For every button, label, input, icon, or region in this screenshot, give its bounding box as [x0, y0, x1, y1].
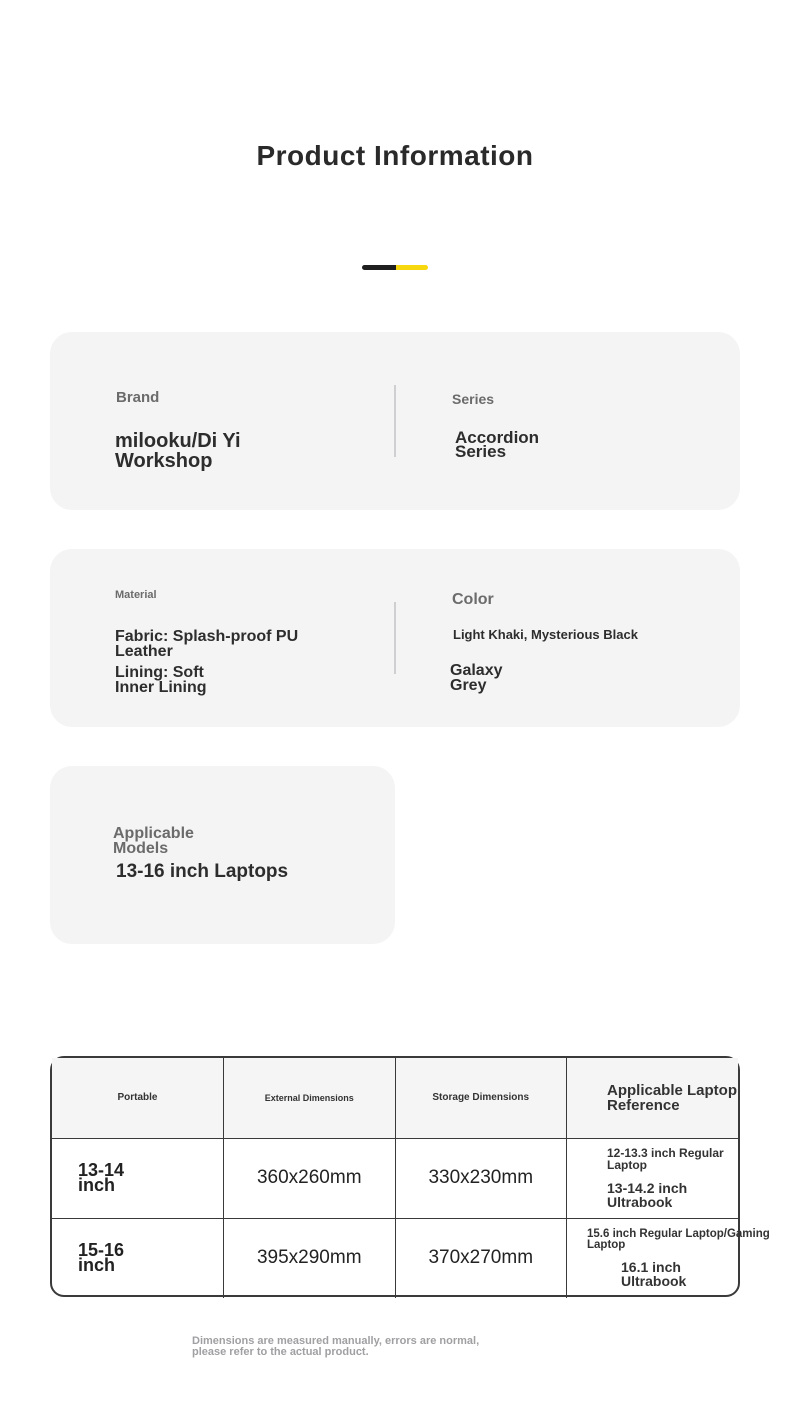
accent-bar-dark-segment: [362, 265, 396, 270]
brand-value: milooku/Di Yi Workshop: [115, 430, 241, 472]
header-portable: Portable: [52, 1058, 224, 1138]
row-laptop-reference: [567, 1218, 770, 1298]
laptop-reference-primary: 12-13.3 inch Regular Laptop: [607, 1146, 724, 1172]
row-storage-dimensions: 370x270mm: [395, 1218, 567, 1298]
material-label: Material: [115, 589, 157, 601]
applicable-models-value: 13-16 inch Laptops: [116, 861, 289, 882]
row-storage-dimensions: 330x230mm: [395, 1138, 567, 1218]
dimensions-disclaimer: Dimensions are measured manually, errors are normal, please refer to the actual product.: [192, 1335, 480, 1358]
series-label: Series: [452, 391, 495, 407]
laptop-reference-primary: 15.6 inch Regular Laptop/Gaming Laptop: [587, 1227, 770, 1252]
card-divider: [394, 385, 396, 457]
table-row: [52, 1138, 738, 1218]
brand-label: Brand: [116, 389, 160, 406]
dimensions-table: [50, 1056, 770, 1297]
row-size: 13-14 inch: [52, 1138, 224, 1218]
color-label: Color: [452, 591, 494, 608]
row-size: 15-16 inch: [52, 1218, 224, 1298]
row-laptop-reference: [567, 1138, 739, 1218]
laptop-reference-secondary: 16.1 inch Ultrabook: [621, 1258, 687, 1289]
row-external-dimensions: 360x260mm: [224, 1138, 396, 1218]
color-value-line1: Light Khaki, Mysterious Black: [453, 627, 638, 642]
card-divider: [394, 602, 396, 674]
series-value: Accordion Series: [455, 428, 540, 461]
header-storage-dimensions: Storage Dimensions: [395, 1058, 567, 1138]
laptop-reference-secondary: 13-14.2 inch Ultrabook: [607, 1180, 688, 1210]
row-external-dimensions: 395x290mm: [224, 1218, 396, 1298]
color-value-line2: Galaxy Grey: [450, 662, 503, 695]
accent-bar-yellow-segment: [396, 265, 428, 270]
table-row: [52, 1218, 738, 1298]
applicable-models-label: Applicable Models: [113, 825, 194, 858]
table-header-row: [52, 1058, 738, 1138]
brand-series-card: [50, 332, 740, 510]
material-lining-value: Lining: Soft Inner Lining: [115, 664, 207, 697]
title-accent-bar: [362, 265, 428, 270]
material-color-card: [50, 549, 740, 727]
applicable-models-card: [50, 766, 395, 944]
header-external-dimensions: External Dimensions: [224, 1058, 396, 1138]
page-title: Product Information: [256, 140, 534, 171]
header-applicable-laptop-reference: Applicable Laptop Reference: [567, 1058, 739, 1138]
material-fabric-value: Fabric: Splash-proof PU Leather: [115, 628, 299, 661]
